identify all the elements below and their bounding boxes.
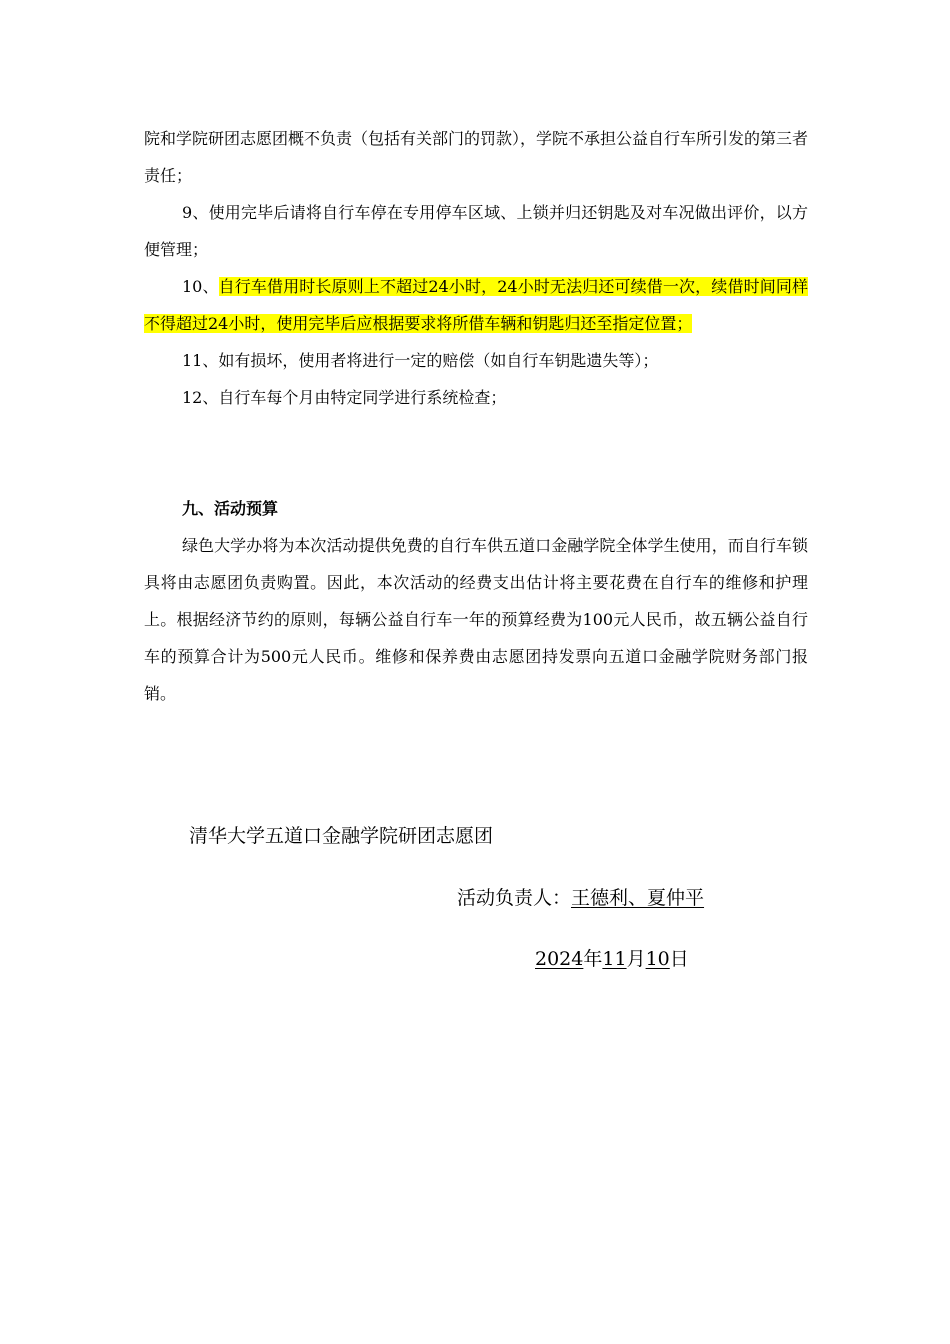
signature-date (535, 941, 689, 977)
rule-item-10-highlighted-text: 自行车借用时长原则上不超过24小时，24小时无法归还可续借一次，续借时间同样不得超过24小时，使用完毕后应根据要求将所借车辆和钥匙归还至指定位置； (144, 277, 808, 333)
rule-item-9: 9、使用完毕后请将自行车停在专用停车区域、上锁并归还钥匙及对车况做出评价，以方便管理； (144, 203, 808, 259)
date-month: 11 (602, 948, 627, 970)
date-year: 2024 (535, 948, 584, 970)
date-month-unit: 月 (626, 948, 646, 970)
leader-names: 王德利、夏仲平 (571, 887, 705, 909)
document-body (144, 120, 808, 712)
rules-continuation: 院和学院研团志愿团概不负责（包括有关部门的罚款），学院不承担公益自行车所引发的第三者责任； (144, 129, 809, 185)
signature-organization: 清华大学五道口金融学院研团志愿团 (189, 825, 494, 847)
leader-label: 活动负责人： (457, 887, 572, 909)
budget-paragraph: 绿色大学办将为本次活动提供免费的自行车供五道口金融学院全体学生使用，而自行车锁具将由志愿团负责购置。因此，本次活动的经费支出估计将主要花费在自行车的维修和护理上。根据经济节约的原则，每辆公益自行车一年的预算经费为100元人民币，故五辆公益自行车的预算合计为500元人民币。维修和保养费由志愿团持发票向五道口金融学院财务部门报销。 (144, 536, 808, 703)
date-year-unit: 年 (583, 948, 603, 970)
rule-item-10 (144, 268, 808, 342)
section-spacer (144, 416, 808, 490)
rule-item-12: 12、自行车每个月由特定同学进行系统检查； (182, 388, 507, 407)
date-day: 10 (645, 948, 670, 970)
budget-heading: 九、活动预算 (182, 499, 279, 518)
date-day-unit: 日 (669, 948, 689, 970)
rule-item-10-number: 10、 (182, 277, 219, 296)
rule-item-11: 11、如有损坏，使用者将进行一定的赔偿（如自行车钥匙遗失等）； (182, 351, 659, 370)
signature-leader (457, 880, 704, 916)
